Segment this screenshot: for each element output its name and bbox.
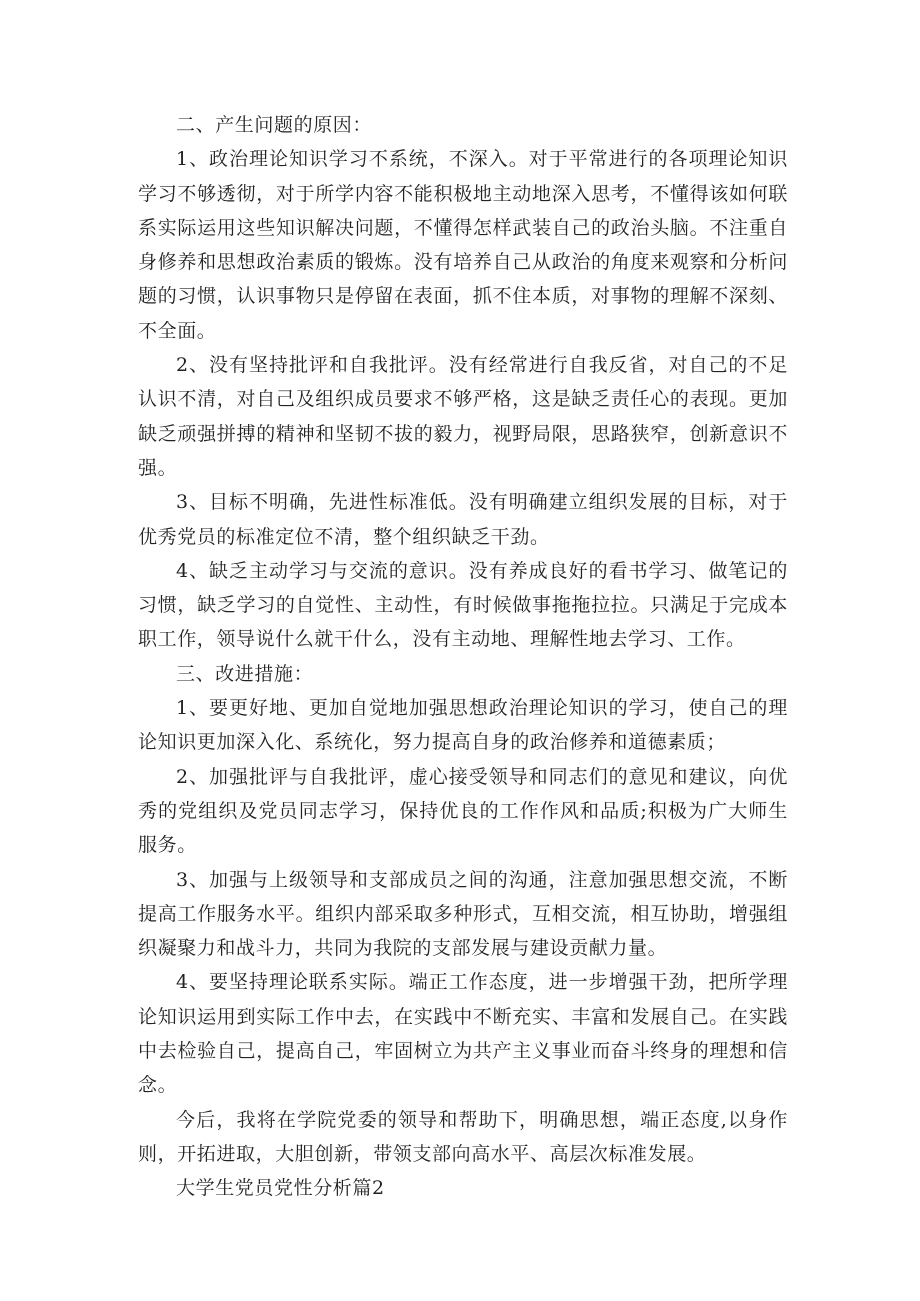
paragraph-cause-4: 4、缺乏主动学习与交流的意识。没有养成良好的看书学习、做笔记的习惯，缺乏学习的自觉性、主动性，有时候做事拖拖拉拉。只满足于完成本职工作，领导说什么就干什么，没有主动地、理解性地去学习、工作。 xyxy=(138,559,788,651)
next-article-title: 大学生党员党性分析篇2 xyxy=(176,1177,385,1200)
paragraph-conclusion: 今后，我将在学院党委的领导和帮助下，明确思想，端正态度,以身作则，开拓进取，大胆创新，带领支部向高水平、高层次标准发展。 xyxy=(138,1108,788,1165)
paragraph-measure-3: 3、加强与上级领导和支部成员之间的沟通，注意加强思想交流，不断提高工作服务水平。组织内部采取多种形式，互相交流，相互协助，增强组织凝聚力和战斗力，共同为我院的支部发展与建设贡献力量。 xyxy=(138,868,788,960)
document-body xyxy=(138,108,788,1206)
paragraph-cause-1: 1、政治理论知识学习不系统，不深入。对于平常进行的各项理论知识学习不够透彻，对于所学内容不能积极地主动地深入思考，不懂得该如何联系实际运用这些知识解决问题，不懂得怎样武装自己的政治头脑。不注重自身修养和思想政治素质的锻炼。没有培养自己从政治的角度来观察和分析问题的习惯，认识事物只是停留在表面，抓不住本质，对事物的理解不深刻、不全面。 xyxy=(138,148,788,342)
paragraph-cause-2: 2、没有坚持批评和自我批评。没有经常进行自我反省，对自己的不足认识不清，对自己及组织成员要求不够严格，这是缺乏责任心的表现。更加缺乏顽强拼搏的精神和坚韧不拔的毅力，视野局限，思路狭窄，创新意识不强。 xyxy=(138,354,788,479)
paragraph-measure-1: 1、要更好地、更加自觉地加强思想政治理论知识的学习，使自己的理论知识更加深入化、系统化，努力提高自身的政治修养和道德素质； xyxy=(138,697,788,754)
section-heading-measures: 三、改进措施： xyxy=(176,662,314,685)
paragraph-cause-3: 3、目标不明确，先进性标准低。没有明确建立组织发展的目标，对于优秀党员的标准定位不清，整个组织缺乏干劲。 xyxy=(138,491,788,548)
section-heading-causes: 二、产生问题的原因： xyxy=(176,114,373,136)
paragraph-measure-2: 2、加强批评与自我批评，虚心接受领导和同志们的意见和建议，向优秀的党组织及党员同志学习，保持优良的工作作风和品质;积极为广大师生服务。 xyxy=(138,765,788,857)
paragraph-measure-4: 4、要坚持理论联系实际。端正工作态度，进一步增强干劲，把所学理论知识运用到实际工作中去，在实践中不断充实、丰富和发展自己。在实践中去检验自己，提高自己，牢固树立为共产主义事业而奋斗终身的理想和信念。 xyxy=(138,971,788,1097)
